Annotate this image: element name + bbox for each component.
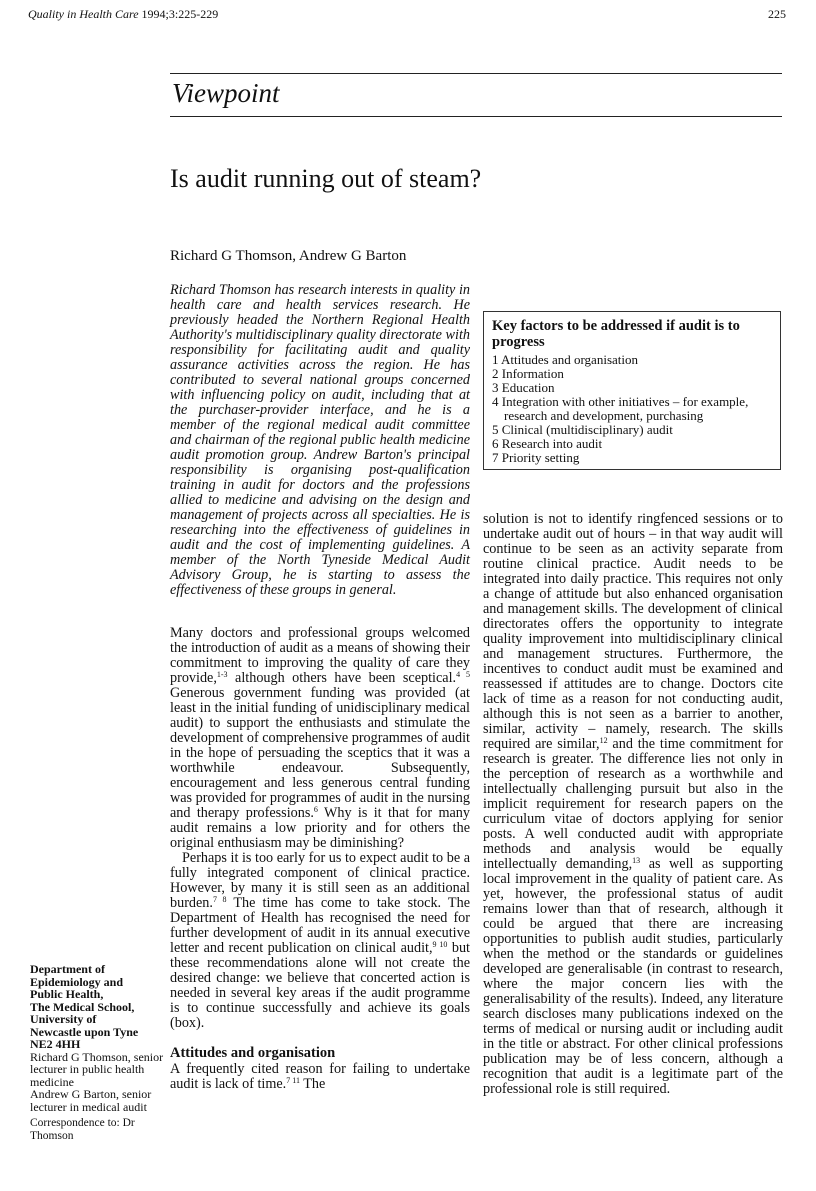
left-column <box>170 283 470 1092</box>
list-item: 7 Priority setting <box>492 450 580 465</box>
section-heading: Attitudes and organisation <box>170 1045 336 1061</box>
box-title: Key factors to be addressed if audit is to progress <box>492 318 740 350</box>
dept-line: The Medical School, <box>30 999 135 1014</box>
list-item: 3 Education <box>492 380 555 395</box>
list-item: 1 Attitudes and organisation <box>492 352 638 367</box>
running-header <box>28 7 218 22</box>
text: Why is it that for many audit remains a low priority and for others the original enthusiasm may be diminishing? <box>170 805 470 851</box>
text: A frequently cited reason for failing to undertake audit is lack of time. <box>170 1061 470 1092</box>
ref: 9 10 <box>432 940 448 949</box>
article-title: Is audit running out of steam? <box>170 164 482 193</box>
dept-line: NE2 4HH <box>30 1037 81 1051</box>
text: solution is not to identify ringfenced sessions or to undertake audit out of hours – in that way audit will continue to be seen as an activity separate from routine clinical practice. Audit needs to be integrated into daily practice. This requires not only a change of attitude but also enhanced organisation and management skills. The development of clinical directorates offers the opportunity to integrate quality improvement into multidisciplinary clinical and management structures. Furthermore, the incentives to conduct audit must be examined and reassessed if attitudes are to change. Doctors cite lack of time as a reason for not conducting audit, although this is not seen as a barrier to another, similar, activity – namely, research. The skills required are similar, <box>483 511 783 752</box>
page-number: 225 <box>768 7 786 21</box>
author-line: Richard G Thomson, Andrew G Barton <box>170 248 407 264</box>
author-1-role: Richard G Thomson, senior lecturer in public health medicine <box>30 1049 164 1089</box>
dept-line: University of <box>30 1012 97 1026</box>
text: as well as supporting local improvement in the quality of patient care. As yet, however, the professional status of audit remains lower than that of research, although it could be argued that there are increasing opportunities to publish audit studies, particularly when the method or the standards or guidelines developed are generalisable (in contrast to research, where the major concern lies with the generalisability of the results). Indeed, any literature search discloses many publications indexed on the terms of medical or nursing audit or including audit in the title or abstract. For other clinical professions publication may be of less concern, although a recognition that audit is a legitimate part of the professional role is still required. <box>483 856 783 1097</box>
text: The time has come to take stock. The Department of Health has recognised the need for further development of audit in its annual executive letter and recent publication on clinical audit, <box>170 895 470 956</box>
right-column <box>483 512 783 1097</box>
paragraph-2 <box>170 851 470 1031</box>
ref: 7 8 <box>212 895 227 904</box>
dept-line: Department of <box>30 962 105 976</box>
dept-line: Public Health, <box>30 987 104 1001</box>
text: but these recommendations alone will not create the desired change: we believe that concerted action is needed in several key areas if the audit programme is to continue successfully and achieve its goals (box). <box>170 940 470 1031</box>
dept-line: Newcastle upon Tyne <box>30 1024 139 1039</box>
text: Perhaps it is too early for us to expect audit to be a fully integrated component of clinical practice. However, by many it is still seen as an additional burden. <box>170 850 470 911</box>
text: although others have been sceptical. <box>227 670 457 686</box>
correspondence: Correspondence to: Dr Thomson <box>30 1117 135 1142</box>
text: Many doctors and professional groups welcomed the introduction of audit as a means of showing their commitment to improving the quality of care they provide, <box>170 625 470 686</box>
text: The <box>299 1076 326 1092</box>
paragraph-1 <box>170 626 470 851</box>
ref: 12 <box>599 736 608 745</box>
list-item: 2 Information <box>492 366 564 381</box>
list-item: 5 Clinical (multidisciplinary) audit <box>492 422 673 437</box>
section-label: Viewpoint <box>172 78 280 108</box>
ref: 4 5 <box>456 670 471 679</box>
list-item: 4 Integration with other initiatives – for example, research and development, purchasing <box>492 394 749 423</box>
journal-name: Quality in Health Care <box>28 7 139 21</box>
top-rule <box>170 73 782 74</box>
author-bio: Richard Thomson has research interests in quality in health care and health services research. He previously headed the Northern Regional Health Authority's multidisciplinary quality directorate with responsibility for facilitating audit and quality assurance activities across the region. He has contributed to several national groups concerned with influencing policy on audit, including that at the purchaser-provider interface, and he is a member of the regional medical audit committee and chairman of the regional public health medicine audit promotion group. Andrew Barton's principal responsibility is organising post-qualification training in audit for doctors and the professions allied to medicine and advising on the design and management of projects across all specialties. He is researching into the effectiveness of guidelines in audit and the cost of implementing guidelines. A member of the North Tyneside Medical Audit Advisory Group, he is starting to assess the effectiveness of these groups in general. <box>170 282 470 598</box>
affiliation-block <box>30 963 170 1142</box>
ref: 13 <box>632 856 641 865</box>
text: Generous government funding was provided (at least in the initial funding of unidisciplinary medical audit) to support the enthusiasts and stimulate the development of comprehensive programmes of audit in the hope of persuading the sceptics that it was a worthwhile endeavour. Subsequently, encouragement and less generous central funding was provided for programmes of audit in the nursing and therapy professions. <box>170 685 470 821</box>
section-rule <box>170 116 782 117</box>
key-factors-list <box>492 353 772 465</box>
ref: 1-3 <box>216 670 228 679</box>
list-item: 6 Research into audit <box>492 436 603 451</box>
author-2-role: Andrew G Barton, senior lecturer in medical audit <box>30 1087 152 1114</box>
dept-line: Epidemiology and <box>30 974 124 989</box>
department <box>30 963 170 1051</box>
text: and the time commitment for research is greater. The difference lies not only in the perception of research as a worthwhile and intellectually challenging pursuit but also in the implicit requirement for research papers on the curriculum vitae of doctors applying for senior posts. A well conducted audit with appropriate methods and analysis would be equally intellectually demanding, <box>483 736 783 872</box>
ref: 7 11 <box>286 1076 300 1085</box>
paragraph-3 <box>170 1062 470 1092</box>
citation: 1994;3:225-229 <box>141 7 219 21</box>
key-factors-box <box>483 311 781 470</box>
paragraph-4 <box>483 512 783 1097</box>
ref: 6 <box>313 805 318 814</box>
